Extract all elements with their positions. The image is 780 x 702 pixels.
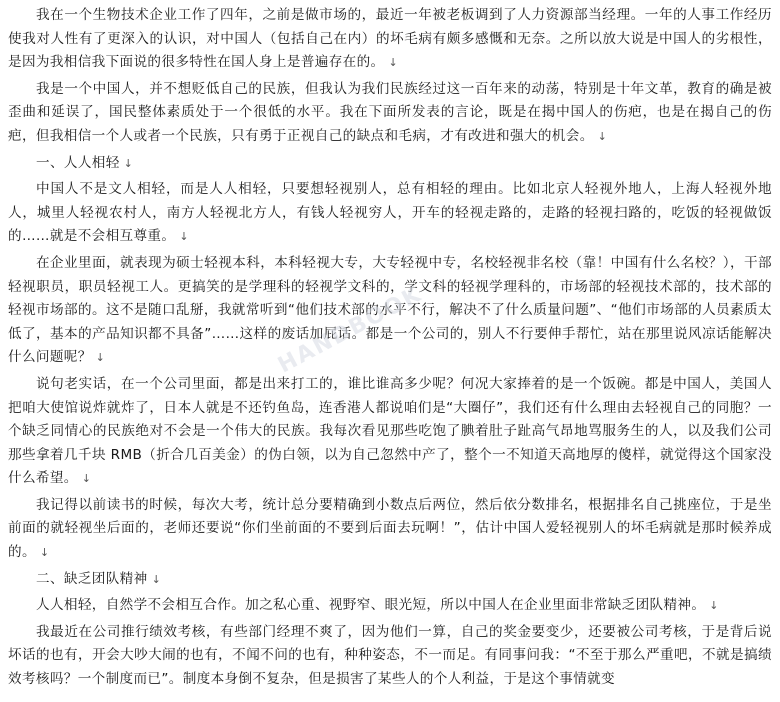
paragraph-teamwork: 人人相轻，自然学不会相互合作。加之私心重、视野窄、眼光短，所以中国人在企业里面非常缺乏团队精神。 ↓ [36,597,719,614]
paragraph-mutual-contempt: 中国人不是文人相轻，而是人人相轻，只要想轻视别人，总有相轻的理由。比如北京人轻视外地人，上海人轻视外地人，城里人轻视农村人，南方人轻视北方人，有钱人轻视穷人，开车的轻视走路的，走路的轻视扫路的，吃饭的轻视做饭的……就是不会相互尊重。 ↓ [8,181,772,245]
paragraph-school-memory: 我记得以前读书的时候，每次大考，统计总分要精确到小数点后两位，然后依分数排名，根据排名自己挑座位，于是坐前面的就轻视坐后面的，老师还要说“你们坐前面的不要到后面去玩啊！”，估计中国人爱轻视别人的坏毛病就是那时候养成的。 ↓ [8,496,772,561]
paragraph-mark: ↓ [388,56,399,70]
document-body [8,4,772,695]
paragraph-mark: ↓ [81,472,92,486]
section-heading-1: 一、人人相轻 ↓ [36,154,134,171]
paragraph-self-critique: 我是一个中国人，并不想贬低自己的民族，但我认为我们民族经过这一百年来的动荡，特别是十年文革，教育的确是被歪曲和延误了，国民整体素质处于一个很低的水平。我在下面所发表的言论，既是在揭中国人的伤疤，也是在揭自己的伤疤，但我相信一个人或者一个民族，只有勇于正视自己的缺点和毛病，才有改进和强大的机会。 ↓ [8,80,772,144]
paragraph-mark: ↓ [39,546,50,560]
section-heading-2: 二、缺乏团队精神 ↓ [36,570,162,587]
paragraph-mark: ↓ [151,572,162,586]
paragraph-mark: ↓ [709,599,719,613]
watermark: HANDBOOK [274,281,427,379]
paragraph-mark: ↓ [597,129,608,143]
paragraph-mark: ↓ [123,156,134,170]
paragraph-mark: ↓ [95,351,106,365]
paragraph-mark: ↓ [179,230,189,244]
paragraph-enterprise: 在企业里面，就表现为硕士轻视本科，本科轻视大专，大专轻视中专，名校轻视非名校（靠！中国有什么名校？），干部轻视职员，职员轻视工人。更搞笑的是学理科的轻视学文科的，学文科的轻视学理科的，市场部的轻视技术部的，技术部的轻视市场部的。这不是随口乱掰，我就常听到“他们技术部的水平不行，解决不了什么质量问题”、“他们市场部的人员素质太低了，基本的产品知识都不具备”……这样的废话加屁话。都是一个公司的，别人不行要伸手帮忙，站在那里说风凉话能解决什么问题呢？ ↓ [8,254,772,366]
paragraph-honest-words: 说句老实话，在一个公司里面，都是出来打工的，谁比谁高多少呢？何况大家捧着的是一个饭碗。都是中国人，美国人把咱大使馆说炸就炸了，日本人就是不还钓鱼岛，连香港人都说咱们是“大圈仔”，我们还有什么理由去轻视自己的同胞？一个缺乏同情心的民族绝对不会是一个伟大的民族。我每次看见那些吃饱了腆着肚子趾高气昂地骂服务生的人，以及我们公司那些拿着几千块 RMB（折合几百美金）的伪白领，以为自己忽然中产了，整个一不知道天高地厚的傻样，就觉得这个国家没什么希望。 ↓ [8,375,772,487]
paragraph-intro: 我在一个生物技术企业工作了四年，之前是做市场的，最近一年被老板调到了人力资源部当经理。一年的人事工作经历使我对人性有了更深入的认识，对中国人（包括自己在内）的坏毛病有颇多感慨和无奈。之所以放大说是中国人的劣根性，是因为我相信我下面说的很多特性在国人身上是普遍存在的。 ↓ [8,7,772,71]
paragraph-performance-review: 我最近在公司推行绩效考核，有些部门经理不爽了，因为他们一算，自己的奖金要变少，还要被公司考核，于是背后说坏话的也有，开会大吵大闹的也有，不闻不问的也有，种种姿态，不一而足。有同事问我：“不至于那么严重吧，不就是搞绩效考核吗？一个制度而已”。制度本身倒不复杂，但是损害了某些人的个人利益，于是这个事情就变 [8,623,772,688]
